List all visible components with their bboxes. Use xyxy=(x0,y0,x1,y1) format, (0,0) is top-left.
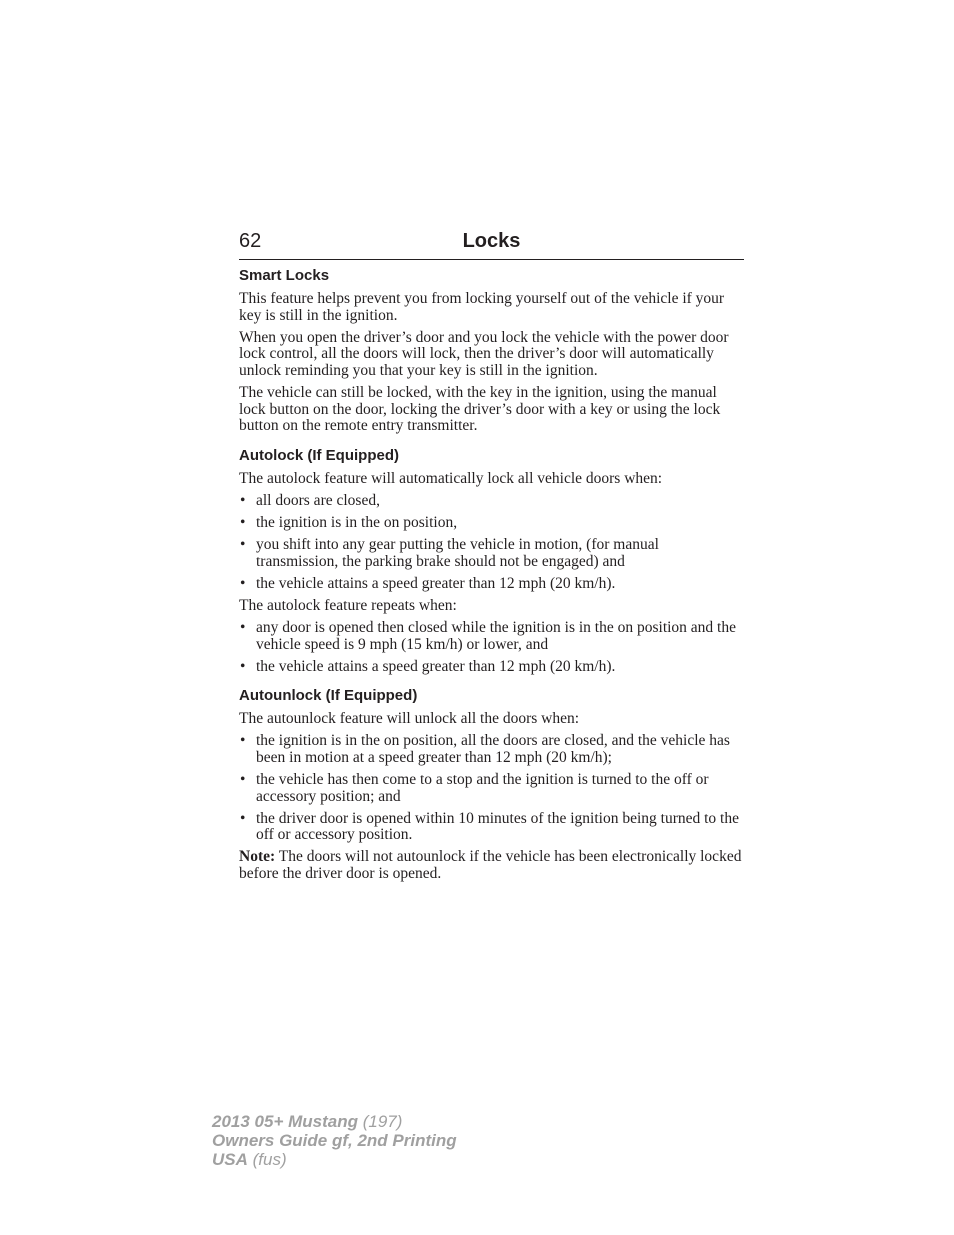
footer-market-code: (fus) xyxy=(247,1150,287,1169)
section-autolock xyxy=(239,447,744,675)
footer-model-code: (197) xyxy=(358,1112,403,1131)
page-footer xyxy=(212,1112,457,1169)
section-heading-autolock: Autolock (If Equipped) xyxy=(239,446,399,464)
note-text: The doors will not autounlock if the vehicle has been electronically locked before the driver door is opened. xyxy=(239,848,742,882)
section-heading-autounlock: Autounlock (If Equipped) xyxy=(239,687,418,705)
page-content xyxy=(239,267,744,888)
page-header xyxy=(239,229,744,260)
autounlock-conditions-list xyxy=(239,733,744,844)
page-number: 62 xyxy=(239,230,262,252)
section-autounlock xyxy=(239,687,744,882)
list-item: • all doors are closed, xyxy=(239,493,744,510)
list-item: • you shift into any gear putting the vehicle in motion, (for manual transmission, the parking brake should not be engaged) and xyxy=(239,537,744,570)
list-item: • the vehicle has then come to a stop and the ignition is turned to the off or accessory position; and xyxy=(239,772,744,805)
list-item: • the vehicle attains a speed greater than 12 mph (20 km/h). xyxy=(239,576,744,593)
footer-line xyxy=(212,1150,457,1169)
paragraph: The autounlock feature will unlock all the doors when: xyxy=(239,710,580,728)
footer-market: USA xyxy=(212,1150,248,1169)
note xyxy=(239,849,744,882)
list-item: • the vehicle attains a speed greater than 12 mph (20 km/h). xyxy=(239,659,744,676)
autolock-conditions-list xyxy=(239,493,744,592)
paragraph: When you open the driver’s door and you lock the vehicle with the power door lock control, all the doors will lock, then the driver’s door will automatically unlock reminding you that your key is still in the ignition. xyxy=(239,328,729,379)
chapter-title: Locks xyxy=(462,230,521,252)
footer-line xyxy=(212,1112,457,1131)
autolock-repeat-list xyxy=(239,620,744,675)
note-label: Note: xyxy=(239,848,276,866)
footer-line xyxy=(212,1131,457,1150)
footer-model: 2013 05+ Mustang xyxy=(212,1112,358,1131)
section-smart-locks xyxy=(239,267,744,435)
list-item: • the ignition is in the on position, all the doors are closed, and the vehicle has been in motion at a speed greater than 12 mph (20 km/h); xyxy=(239,733,744,766)
paragraph: The autolock feature will automatically lock all vehicle doors when: xyxy=(239,469,663,487)
section-heading-smart-locks: Smart Locks xyxy=(239,267,330,284)
paragraph: The autolock feature repeats when: xyxy=(239,596,457,614)
footer-guide: Owners Guide gf, 2nd Printing xyxy=(212,1131,457,1150)
paragraph: The vehicle can still be locked, with the key in the ignition, using the manual lock button on the door, locking the driver’s door with a key or using the lock button on the remote entry transmitter. xyxy=(239,383,721,435)
list-item: • any door is opened then closed while the ignition is in the on position and the vehicle speed is 9 mph (15 km/h) or lower, and xyxy=(239,620,744,653)
list-item: • the ignition is in the on position, xyxy=(239,515,744,532)
list-item: • the driver door is opened within 10 minutes of the ignition being turned to the off or accessory position. xyxy=(239,811,744,844)
paragraph: This feature helps prevent you from locking yourself out of the vehicle if your key is still in the ignition. xyxy=(239,290,725,324)
